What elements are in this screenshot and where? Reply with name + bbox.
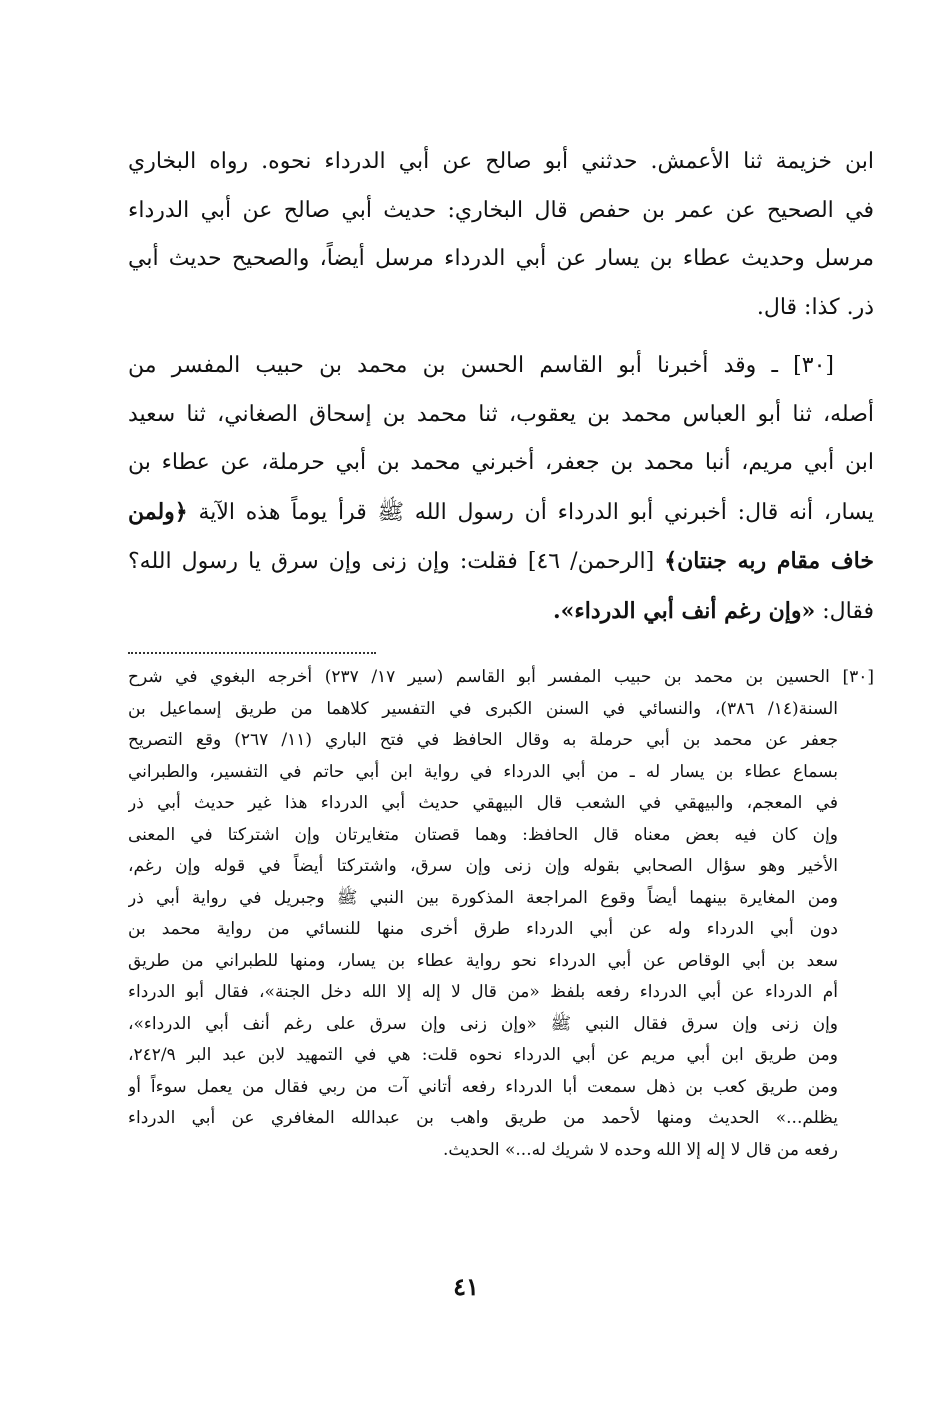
text-line: [٣٠] ـ وقد أخبرنا أبو القاسم الحسن بن محمد بن حبيب المفسر من [128,353,834,378]
text-line [128,488,874,538]
hadith-quote: «وإن رغم أنف أبي الدرداء». [552,597,816,624]
footnote [128,662,874,1166]
footnote-line: ومن المغايرة بينهما أيضاً وقوع المراجعة المذكورة بين النبي ﷺ وجبريل في رواية أبي ذر [128,887,838,908]
footnote-line: وإن كان فيه بعض معناه قال الحافظ: وهما قصتان متغايرتان وإن اشتركتا في المعنى [128,824,838,845]
footnote-line: سعد بن أبي الوقاص عن أبي الدرداء نحو رواية عطاء بن يسار، ومنها للطبراني من طريق [128,950,838,971]
text-line: في الصحيح عن عمر بن حفص قال البخاري: حديث أبي صالح عن أبي الدرداء [128,197,874,223]
text-line: ابن خزيمة ثنا الأعمش. حدثني أبو صالح عن أبي الدرداء نحوه. رواه البخاري [128,149,874,174]
footnote-line: جعفر عن محمد بن أبي حرملة به وقال الحافظ في فتح الباري (١١/ ٢٦٧) وقع التصريح [128,730,839,750]
text-segment: [الرحمن/ ٤٦] فقلت: وإن زنى وإن سرق يا رسول الله؟ [128,549,655,574]
footnote-line: وإن زنى وإن سرق فقال النبي ﷺ «وإن زنى وإن سرق على رغم أنف أبي الدرداء»، [128,1013,838,1034]
paragraph-hadith-30 [128,342,874,636]
page-number: ٤١ [453,1272,479,1301]
footnote-line: الأخير وهو سؤال الصحابي بقوله وإن زنى وإن سرق، واشتركتا أيضاً في قوله وإن رغم، [128,856,838,876]
footnote-line: في المعجم، والبيهقي في الشعب قال البيهقي حديث أبي الدرداء هذا غير حديث أبي ذر [128,793,838,813]
text-line: ابن أبي مريم، أنبا محمد بن جعفر، أخبرني محمد بن أبي حرملة، عن عطاء بن [128,450,874,475]
footnote-divider [128,652,376,654]
text-line [128,537,874,587]
text-line: ذر. كذا: قال. [756,294,874,320]
text-line: أصله، ثنا أبو العباس محمد بن يعقوب، ثنا محمد بن إسحاق الصغاني، ثنا سعيد [128,401,874,427]
footnote-line: ومن طريق ابن أبي مريم عن أبي الدرداء نحوه قلت: هي في التمهيد لابن عبد البر ٢٤٢/٩، [128,1045,838,1065]
footnote-line: [٣٠] الحسين بن محمد بن حبيب المفسر أبو القاسم (سير ١٧/ ٢٣٧) أخرجه البغوي في شرح [128,667,874,687]
footnote-line: بسماع عطاء بن يسار له ـ من أبي الدرداء في رواية ابن أبي حاتم في التفسير، والطبراني [128,761,838,782]
footnote-line: يظلم...» الحديث ومنها لأحمد من طريق واهب بن عبدالله المغافري عن أبي الدرداء [128,1108,838,1128]
text-line [128,587,874,637]
footnote-line: أم الدرداء عن أبي الدرداء رفعه بلفظ «من قال لا إله إلا الله دخل الجنة»، فقال أبو الدرداء [128,982,838,1002]
text-segment: فقال: [822,598,874,624]
footnote-line: ومن طريق كعب بن ذهل سمعت أبا الدرداء رفعه أتاني آت من ربي فقال من يعمل سوءاً أو [128,1076,838,1097]
footnote-line: دون أبي الدرداء وله عن أبي الدرداء طرق أخرى منها للنسائي من رواية محمد بن [128,919,838,939]
footnote-line: رفعه من قال لا إله إلا الله وحده لا شريك له...» الحديث. [442,1139,838,1160]
quran-verse: خاف مقام ربه جنتان﴾ [664,548,874,574]
paragraph-continuation [128,138,874,332]
text-line: مرسل وحديث عطاء بن يسار عن أبي الدرداء مرسل أيضاً، والصحيح حديث أبي [128,246,874,271]
text-segment: يسار، أنه قال: أخبرني أبو الدرداء أن رسول الله ﷺ قرأ يوماً هذه الآية [198,499,874,525]
footnote-line: السنة(١٤/ ٣٨٦)، والنسائي في السنن الكبرى في التفسير كلاهما من طريق إسماعيل بن [128,698,838,719]
page-body [128,138,874,1166]
main-text [128,138,874,636]
quran-verse: ﴿ولمن [128,498,188,525]
